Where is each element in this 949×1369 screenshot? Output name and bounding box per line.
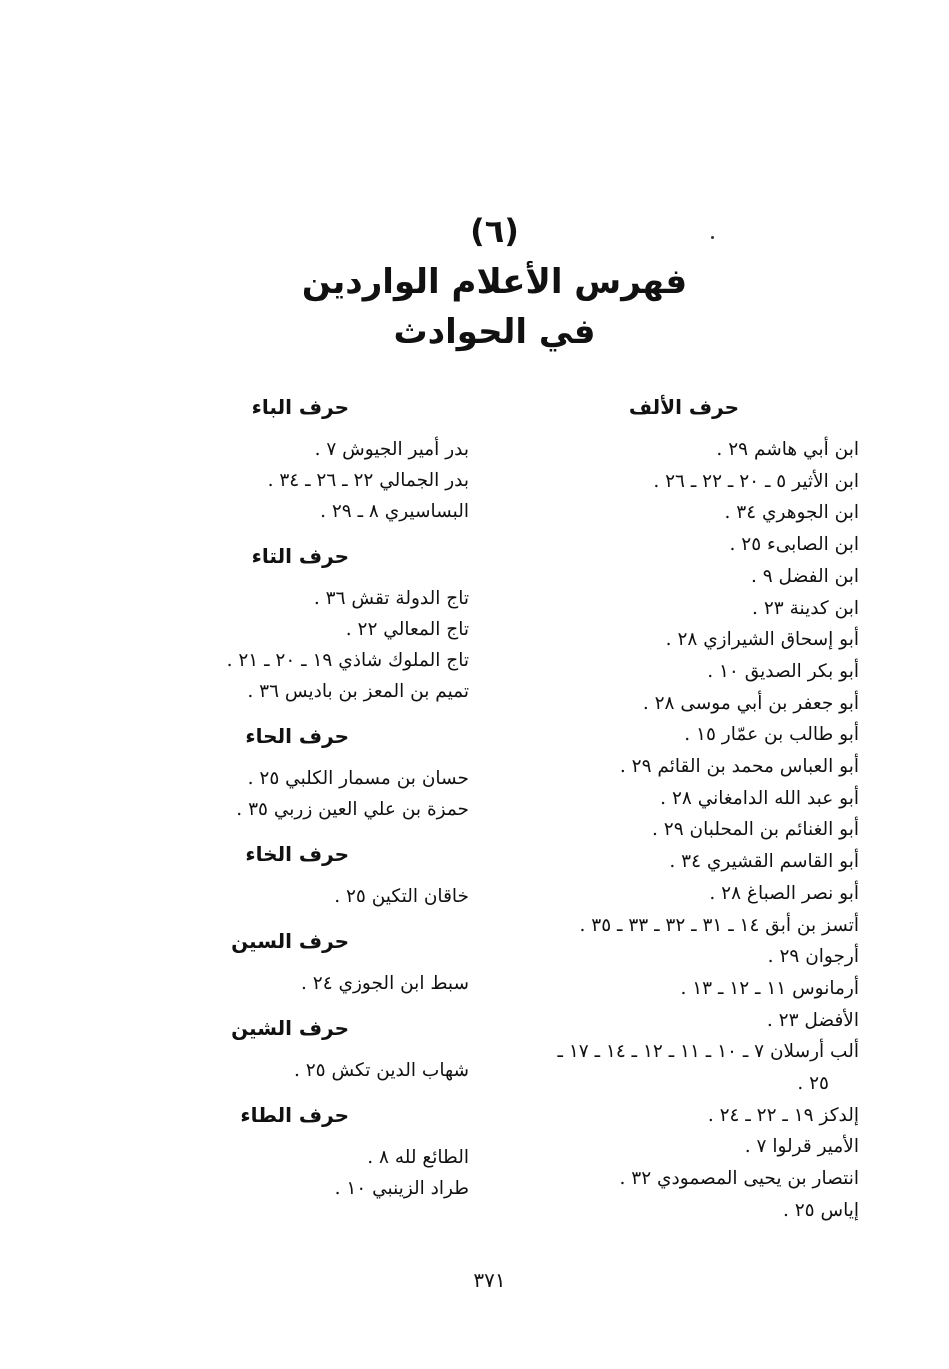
- index-entry: ابن الأثير ٥ ـ ٢٠ ـ ٢٢ ـ ٢٦ .: [653, 470, 859, 492]
- section-heading: حرف التاء: [251, 544, 349, 568]
- index-entry: سبط ابن الجوزي ٢٤ .: [301, 973, 469, 994]
- index-entry: الأمير قرلوا ٧ .: [744, 1136, 859, 1158]
- index-section: [199, 539, 469, 707]
- index-column-left: [199, 390, 469, 1216]
- index-entry: أبو الغنائم بن المحلبان ٢٩ .: [652, 819, 859, 841]
- page-title-line-2: في الحوادث: [393, 312, 596, 352]
- index-entry: طراد الزينبي ١٠ .: [334, 1178, 469, 1199]
- index-entry: الطائع لله ٨ .: [367, 1147, 469, 1168]
- index-entry: انتصار بن يحيى المصمودي ٣٢ .: [619, 1168, 859, 1190]
- index-entry: شهاب الدين تكش ٢٥ .: [293, 1060, 469, 1081]
- index-entry: حسان بن مسمار الكلبي ٢٥ .: [247, 768, 469, 789]
- index-entry: حمزة بن علي العين زربي ٣٥ .: [236, 799, 469, 820]
- section-heading: حرف الشين: [231, 1016, 349, 1040]
- index-column-right: [499, 390, 859, 1241]
- index-section: [499, 390, 859, 1227]
- section-heading: حرف الألف: [628, 395, 739, 419]
- index-entry: أرمانوس ١١ ـ ١٢ ـ ١٣ .: [680, 977, 859, 999]
- index-entry: تاج الدولة تقش ٣٦ .: [313, 588, 469, 609]
- index-entry: ألب أرسلان ٧ ـ ١٠ ـ ١١ ـ ١٢ ـ ١٤ ـ ١٧ ـ: [557, 1041, 859, 1063]
- page-title-line-1: فهرس الأعلام الواردين: [301, 262, 688, 302]
- index-entry: بدر الجمالي ٢٢ ـ ٢٦ ـ ٣٤ .: [267, 470, 469, 491]
- index-entry: أبو جعفر بن أبي موسى ٢٨ .: [642, 692, 859, 714]
- index-entry: ابن الصابىء ٢٥ .: [729, 534, 859, 556]
- index-entry: ابن أبي هاشم ٢٩ .: [716, 439, 859, 460]
- index-entry: أبو طالب بن عمّار ١٥ .: [684, 724, 859, 746]
- index-entry: أبو العباس محمد بن القائم ٢٩ .: [619, 756, 859, 778]
- index-entry: الأفضل ٢٣ .: [766, 1009, 859, 1031]
- index-entry: أتسز بن أبق ١٤ ـ ٣١ ـ ٣٢ ـ ٣٣ ـ ٣٥ .: [579, 914, 859, 936]
- index-entry: تاج الملوك شاذي ١٩ ـ ٢٠ ـ ٢١ .: [226, 650, 469, 671]
- index-entry: أبو إسحاق الشيرازي ٢٨ .: [665, 629, 859, 651]
- section-heading: حرف الحاء: [245, 724, 349, 748]
- index-entry: ابن كدينة ٢٣ .: [752, 597, 859, 619]
- index-entry: أبو نصر الصباغ ٢٨ .: [709, 882, 859, 904]
- index-entry: إياس ٢٥ .: [782, 1199, 859, 1221]
- index-entry: بدر أمير الجيوش ٧ .: [314, 439, 469, 460]
- index-section: [199, 1098, 469, 1204]
- index-entry: البساسيري ٨ ـ ٢٩ .: [320, 501, 469, 522]
- page-number: ٣٧١: [473, 1268, 506, 1292]
- index-section: [199, 719, 469, 825]
- section-heading: حرف السين: [231, 929, 349, 953]
- index-section: [199, 1011, 469, 1086]
- index-entry: أبو بكر الصديق ١٠ .: [707, 660, 859, 682]
- index-entry: ابن الفضل ٩ .: [750, 565, 859, 587]
- section-heading: حرف الطاء: [240, 1103, 349, 1127]
- index-entry: إلدكز ١٩ ـ ٢٢ ـ ٢٤ .: [707, 1104, 859, 1126]
- index-section: [199, 837, 469, 912]
- index-entry: أبو عبد الله الدامغاني ٢٨ .: [660, 787, 859, 809]
- index-entry: تاج المعالي ٢٢ .: [345, 619, 469, 640]
- section-heading: حرف الخاء: [245, 842, 349, 866]
- index-section: [199, 390, 469, 527]
- section-number: (٦): [470, 212, 519, 250]
- index-entry: خاقان التكين ٢٥ .: [334, 886, 469, 907]
- section-heading: حرف الباء: [251, 395, 349, 419]
- index-entry: أرجوان ٢٩ .: [767, 946, 859, 968]
- index-entry: تميم بن المعز بن باديس ٣٦ .: [247, 681, 469, 702]
- index-entry: ابن الجوهري ٣٤ .: [724, 502, 859, 524]
- index-section: [199, 924, 469, 999]
- index-entry: أبو القاسم القشيري ٣٤ .: [669, 851, 859, 873]
- index-entry: ٢٥ .: [797, 1073, 829, 1095]
